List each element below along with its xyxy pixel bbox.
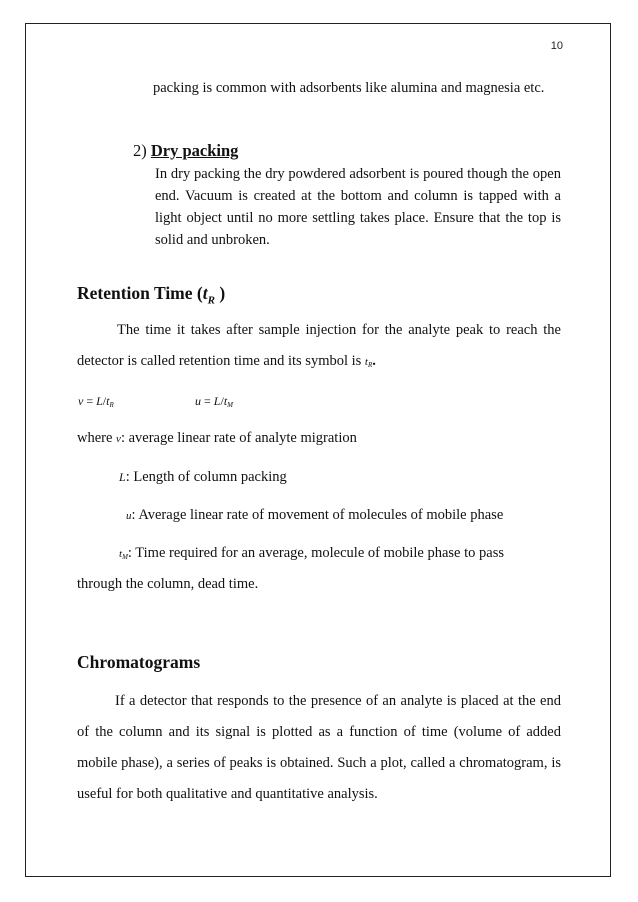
tM-definition-line1: : Time required for an average, molecule of mobile phase to pass — [127, 545, 504, 561]
retention-symbol-R: R — [367, 361, 373, 369]
dry-packing-heading — [133, 141, 238, 161]
intro-paragraph: packing is common with adsorbents like alumina and magnesia etc. — [153, 80, 545, 96]
definition-tM — [119, 545, 504, 562]
tM-symbol: t — [119, 548, 123, 560]
dry-packing-number: 2) — [133, 141, 147, 160]
eq2-num: L — [213, 394, 221, 408]
eq1-num: L — [96, 394, 103, 408]
chromatograms-paragraph: If a detector that responds to the presence of an analyte is placed at the end of the column and its signal is plotted as a function of time (volume of added mobile phase), a series of peaks is obtained. Such a plot, called a chromatogram, is useful for both qualitative and quantitative analysis. — [77, 693, 561, 802]
retention-time-heading — [77, 283, 225, 307]
tM-sub: M — [122, 553, 128, 561]
retention-heading-text: Retention Time ( — [77, 283, 203, 303]
retention-heading-symbol: t — [202, 283, 208, 303]
u-symbol: u — [126, 510, 132, 522]
eq1-slash: / — [102, 394, 107, 408]
eq2-sub: M — [227, 401, 233, 409]
eq2-lhs: u — [195, 394, 201, 408]
eq2-slash: / — [220, 394, 224, 408]
L-definition: : Length of column packing — [125, 469, 287, 485]
eq1-sub: R — [109, 401, 114, 409]
where-label: where — [77, 430, 113, 446]
retention-symbol-t: t — [364, 356, 368, 368]
eq1-equals: = — [83, 394, 97, 408]
retention-heading-close: ) — [214, 283, 226, 303]
eq1-lhs: v — [78, 394, 84, 408]
u-definition: : Average linear rate of movement of molecules of mobile phase — [131, 507, 504, 523]
dry-packing-paragraph: In dry packing the dry powdered adsorbent is poured though the open end. Vacuum is created at the bottom and column is tapped with a light object until no more settling takes place. Ensure that the top is solid and unbroken. — [155, 166, 561, 248]
L-symbol: L — [119, 470, 126, 484]
definition-u — [126, 507, 503, 524]
page-number: 10 — [550, 40, 563, 52]
definition-L — [119, 469, 287, 486]
v-definition: : average linear rate of analyte migration — [120, 430, 357, 446]
retention-period: . — [372, 353, 376, 369]
retention-paragraph-text: The time it takes after sample injection for the analyte peak to reach the detector is called retention time and its symbol is — [77, 322, 561, 369]
eq1-den: t — [106, 394, 110, 408]
tM-definition-line2: through the column, dead time. — [77, 576, 259, 592]
eq2-equals: = — [201, 394, 214, 408]
chromatograms-heading: Chromatograms — [77, 652, 201, 672]
definition-v — [77, 430, 357, 447]
retention-paragraph — [77, 315, 561, 381]
dry-packing-title: Dry packing — [150, 141, 239, 160]
equation-v — [78, 394, 114, 409]
equation-u — [195, 394, 233, 409]
eq2-den: t — [223, 394, 228, 408]
v-symbol: v — [116, 433, 121, 445]
retention-heading-sub: R — [207, 294, 215, 307]
